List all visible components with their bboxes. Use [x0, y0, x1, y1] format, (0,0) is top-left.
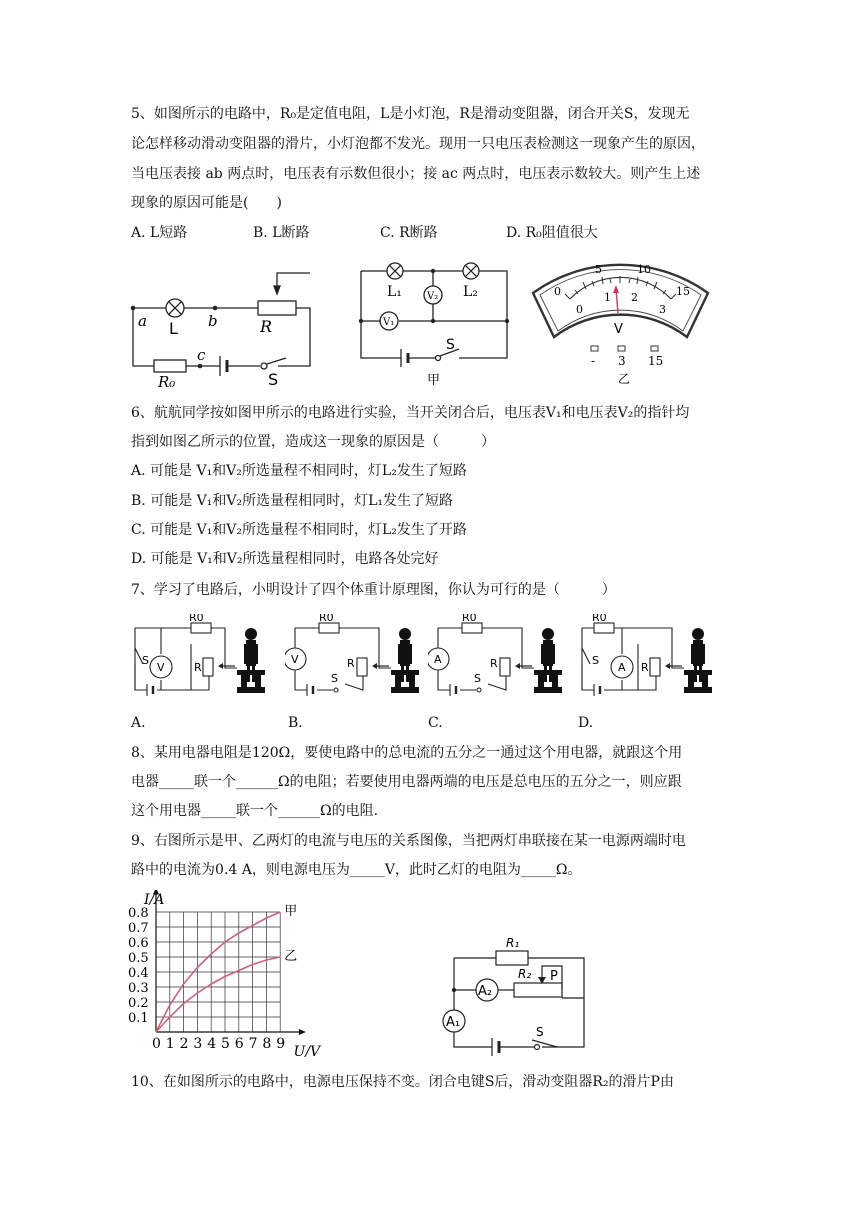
x-axis-arrow	[299, 1029, 306, 1035]
y-tick-label: 0.5	[128, 951, 149, 966]
x-tick-label: 6	[234, 1036, 244, 1052]
label-R0: R₀	[158, 373, 176, 388]
resistor-R1-label: R₁	[506, 936, 520, 950]
q7c-ammeter: A	[434, 653, 442, 666]
y-tick-label: 0.7	[128, 921, 149, 936]
label-switch-S: S	[268, 370, 279, 388]
q7d-R: R	[641, 661, 649, 674]
series-line-yi	[156, 957, 280, 1032]
slider-P-label: P	[550, 969, 558, 984]
q7-option-c-diagram	[428, 614, 568, 700]
x-tick-label: 9	[276, 1036, 286, 1052]
q7a-R0: R0	[189, 614, 204, 624]
lamp-L2-label: L₂	[463, 284, 478, 300]
scale-inner-0: 0	[576, 303, 583, 316]
q7a-voltmeter: V	[157, 661, 165, 674]
q9-line-2: 路中的电流为0.4 A，则电源电压为_____V，此时乙灯的电阻为_____Ω。	[131, 862, 582, 878]
q7b-R: R	[347, 657, 355, 670]
scale-outer-15: 15	[676, 285, 690, 298]
q10-line: 10、在如图所示的电路中，电源电压保持不变。闭合电键S后，滑动变阻器R₂的滑片P由	[131, 1074, 674, 1090]
q5-circuit-diagram	[128, 268, 328, 388]
q7-option-c-label: C.	[428, 715, 443, 731]
y-tick-label: 0.4	[128, 966, 149, 981]
x-tick-label: 8	[262, 1036, 272, 1052]
q7-line: 7、学习了电路后，小明设计了四个体重计原理图，你认为可行的是（ ）	[131, 582, 616, 598]
q6-option-b: B. 可能是 V₁和V₂所选量程相同时，灯L₁发生了短路	[131, 493, 453, 509]
x-tick-label: 1	[165, 1036, 175, 1052]
label-lamp-L: L	[169, 319, 178, 338]
lamp-L1-label: L₁	[387, 284, 402, 300]
q7c-R0: R0	[462, 614, 477, 624]
y-axis-label: I/A	[144, 892, 165, 908]
rheostat-R2-label: R₂	[518, 967, 532, 981]
figure-jia-label: 甲	[427, 373, 441, 388]
q7-option-d-label: D.	[578, 715, 594, 731]
q7-option-a-diagram	[131, 614, 271, 700]
label-a: a	[138, 312, 147, 330]
q7-option-a-label: A.	[131, 715, 146, 731]
scale-outer-0: 0	[554, 285, 561, 298]
terminal-15: 15	[648, 354, 664, 368]
q5-option-c: C. R断路	[380, 225, 438, 241]
terminal-3: 3	[618, 354, 626, 368]
x-axis-label: U/V	[293, 1044, 321, 1060]
x-tick-label: 2	[179, 1036, 189, 1052]
x-tick-label: 4	[207, 1036, 217, 1052]
q7-option-d-diagram	[578, 614, 718, 700]
q5-line-3: 当电压表接 ab 两点时，电压表有示数但很小；接 ac 两点时，电压表示数较大。则产生上述	[131, 166, 701, 182]
voltmeter-V2: V₂	[427, 291, 439, 302]
scale-outer-10: 10	[637, 263, 651, 276]
q9-circuit-diagram	[432, 930, 592, 1058]
y-tick-label: 0.3	[128, 981, 149, 996]
x-tick-label: 0	[152, 1036, 161, 1052]
meter-unit-V: V	[614, 322, 623, 337]
q5-option-a: A. L短路	[131, 225, 188, 241]
q5-option-d: D. R₀阻值很大	[506, 225, 598, 241]
q6-option-c: C. 可能是 V₁和V₂所选量程不相同时，灯L₂发生了开路	[131, 522, 467, 538]
q6-voltmeter-dial-yi	[530, 255, 715, 390]
q7d-ammeter: A	[618, 661, 626, 674]
q7b-switch: S	[331, 672, 338, 685]
q5-option-b: B. L断路	[253, 225, 310, 241]
q8-line-2: 电器_____联一个______Ω的电阻；若要使用电器两端的电压是总电压的五分之一，则应跟	[131, 774, 682, 790]
x-tick-label: 7	[248, 1036, 258, 1052]
terminal-negative: -	[591, 354, 596, 368]
q7d-R0: R0	[592, 614, 607, 624]
y-tick-label: 0.2	[128, 996, 149, 1011]
scale-inner-2: 2	[631, 291, 638, 304]
q7c-R: R	[490, 657, 498, 670]
q8-line-1: 8、某用电器电阻是120Ω，要使电路中的总电流的五分之一通过这个用电器，就跟这个用	[131, 745, 683, 761]
q7-option-b-diagram	[285, 614, 425, 700]
series-label-yi: 乙	[284, 949, 298, 964]
y-tick-label: 0.6	[128, 936, 149, 951]
ammeter-A1: A₁	[446, 1015, 461, 1030]
q5-line-1: 5、如图所示的电路中，R₀是定值电阻，L是小灯泡，R是滑动变阻器，闭合开关S，发现无	[131, 106, 690, 122]
q7b-R0: R0	[319, 614, 334, 624]
q6-circuit-jia	[355, 256, 520, 391]
scale-inner-1: 1	[604, 291, 611, 304]
y-tick-label: 0.1	[128, 1011, 149, 1026]
label-b: b	[208, 312, 218, 330]
q7d-switch: S	[592, 654, 599, 667]
label-rheostat-R: R	[260, 317, 273, 336]
switch-S-label: S	[536, 1025, 544, 1039]
x-tick-label: 5	[221, 1036, 230, 1052]
x-tick-label: 3	[193, 1036, 203, 1052]
q7c-switch: S	[474, 672, 481, 685]
q5-line-2: 论怎样移动滑动变阻器的滑片，小灯泡都不发光。现用一只电压表检测这一现象产生的原因，	[131, 136, 705, 152]
q6-line-1: 6、航航同学按如图甲所示的电路进行实验，当开关闭合后，电压表V₁和电压表V₂的指针均	[131, 405, 690, 421]
scale-outer-5: 5	[595, 263, 602, 276]
q5-line-4: 现象的原因可能是( )	[131, 195, 282, 211]
switch-S-label: S	[446, 337, 455, 353]
q9-current-voltage-chart	[126, 890, 340, 1060]
series-label-jia: 甲	[284, 904, 298, 919]
q6-option-a: A. 可能是 V₁和V₂所选量程不相同时，灯L₂发生了短路	[131, 463, 467, 479]
q7b-voltmeter: V	[291, 653, 299, 666]
voltmeter-V1: V₁	[383, 317, 395, 328]
label-c: c	[197, 346, 206, 364]
figure-yi-label: 乙	[618, 372, 631, 386]
q6-line-2: 指到如图乙所示的位置，造成这一现象的原因是（ ）	[131, 434, 495, 450]
scale-inner-3: 3	[659, 303, 666, 316]
q7a-R: R	[194, 661, 202, 674]
q7-option-b-label: B.	[288, 715, 303, 731]
q9-line-1: 9、右图所示是甲、乙两灯的电流与电压的关系图像，当把两灯串联接在某一电源两端时电	[131, 833, 686, 849]
ammeter-A2: A₂	[478, 984, 493, 999]
y-tick-label: 0.8	[128, 906, 149, 921]
q7a-switch: S	[142, 654, 149, 667]
q6-option-d: D. 可能是 V₁和V₂所选量程相同时，电路各处完好	[131, 551, 439, 567]
q8-line-3: 这个用电器_____联一个______Ω的电阻.	[131, 803, 379, 819]
